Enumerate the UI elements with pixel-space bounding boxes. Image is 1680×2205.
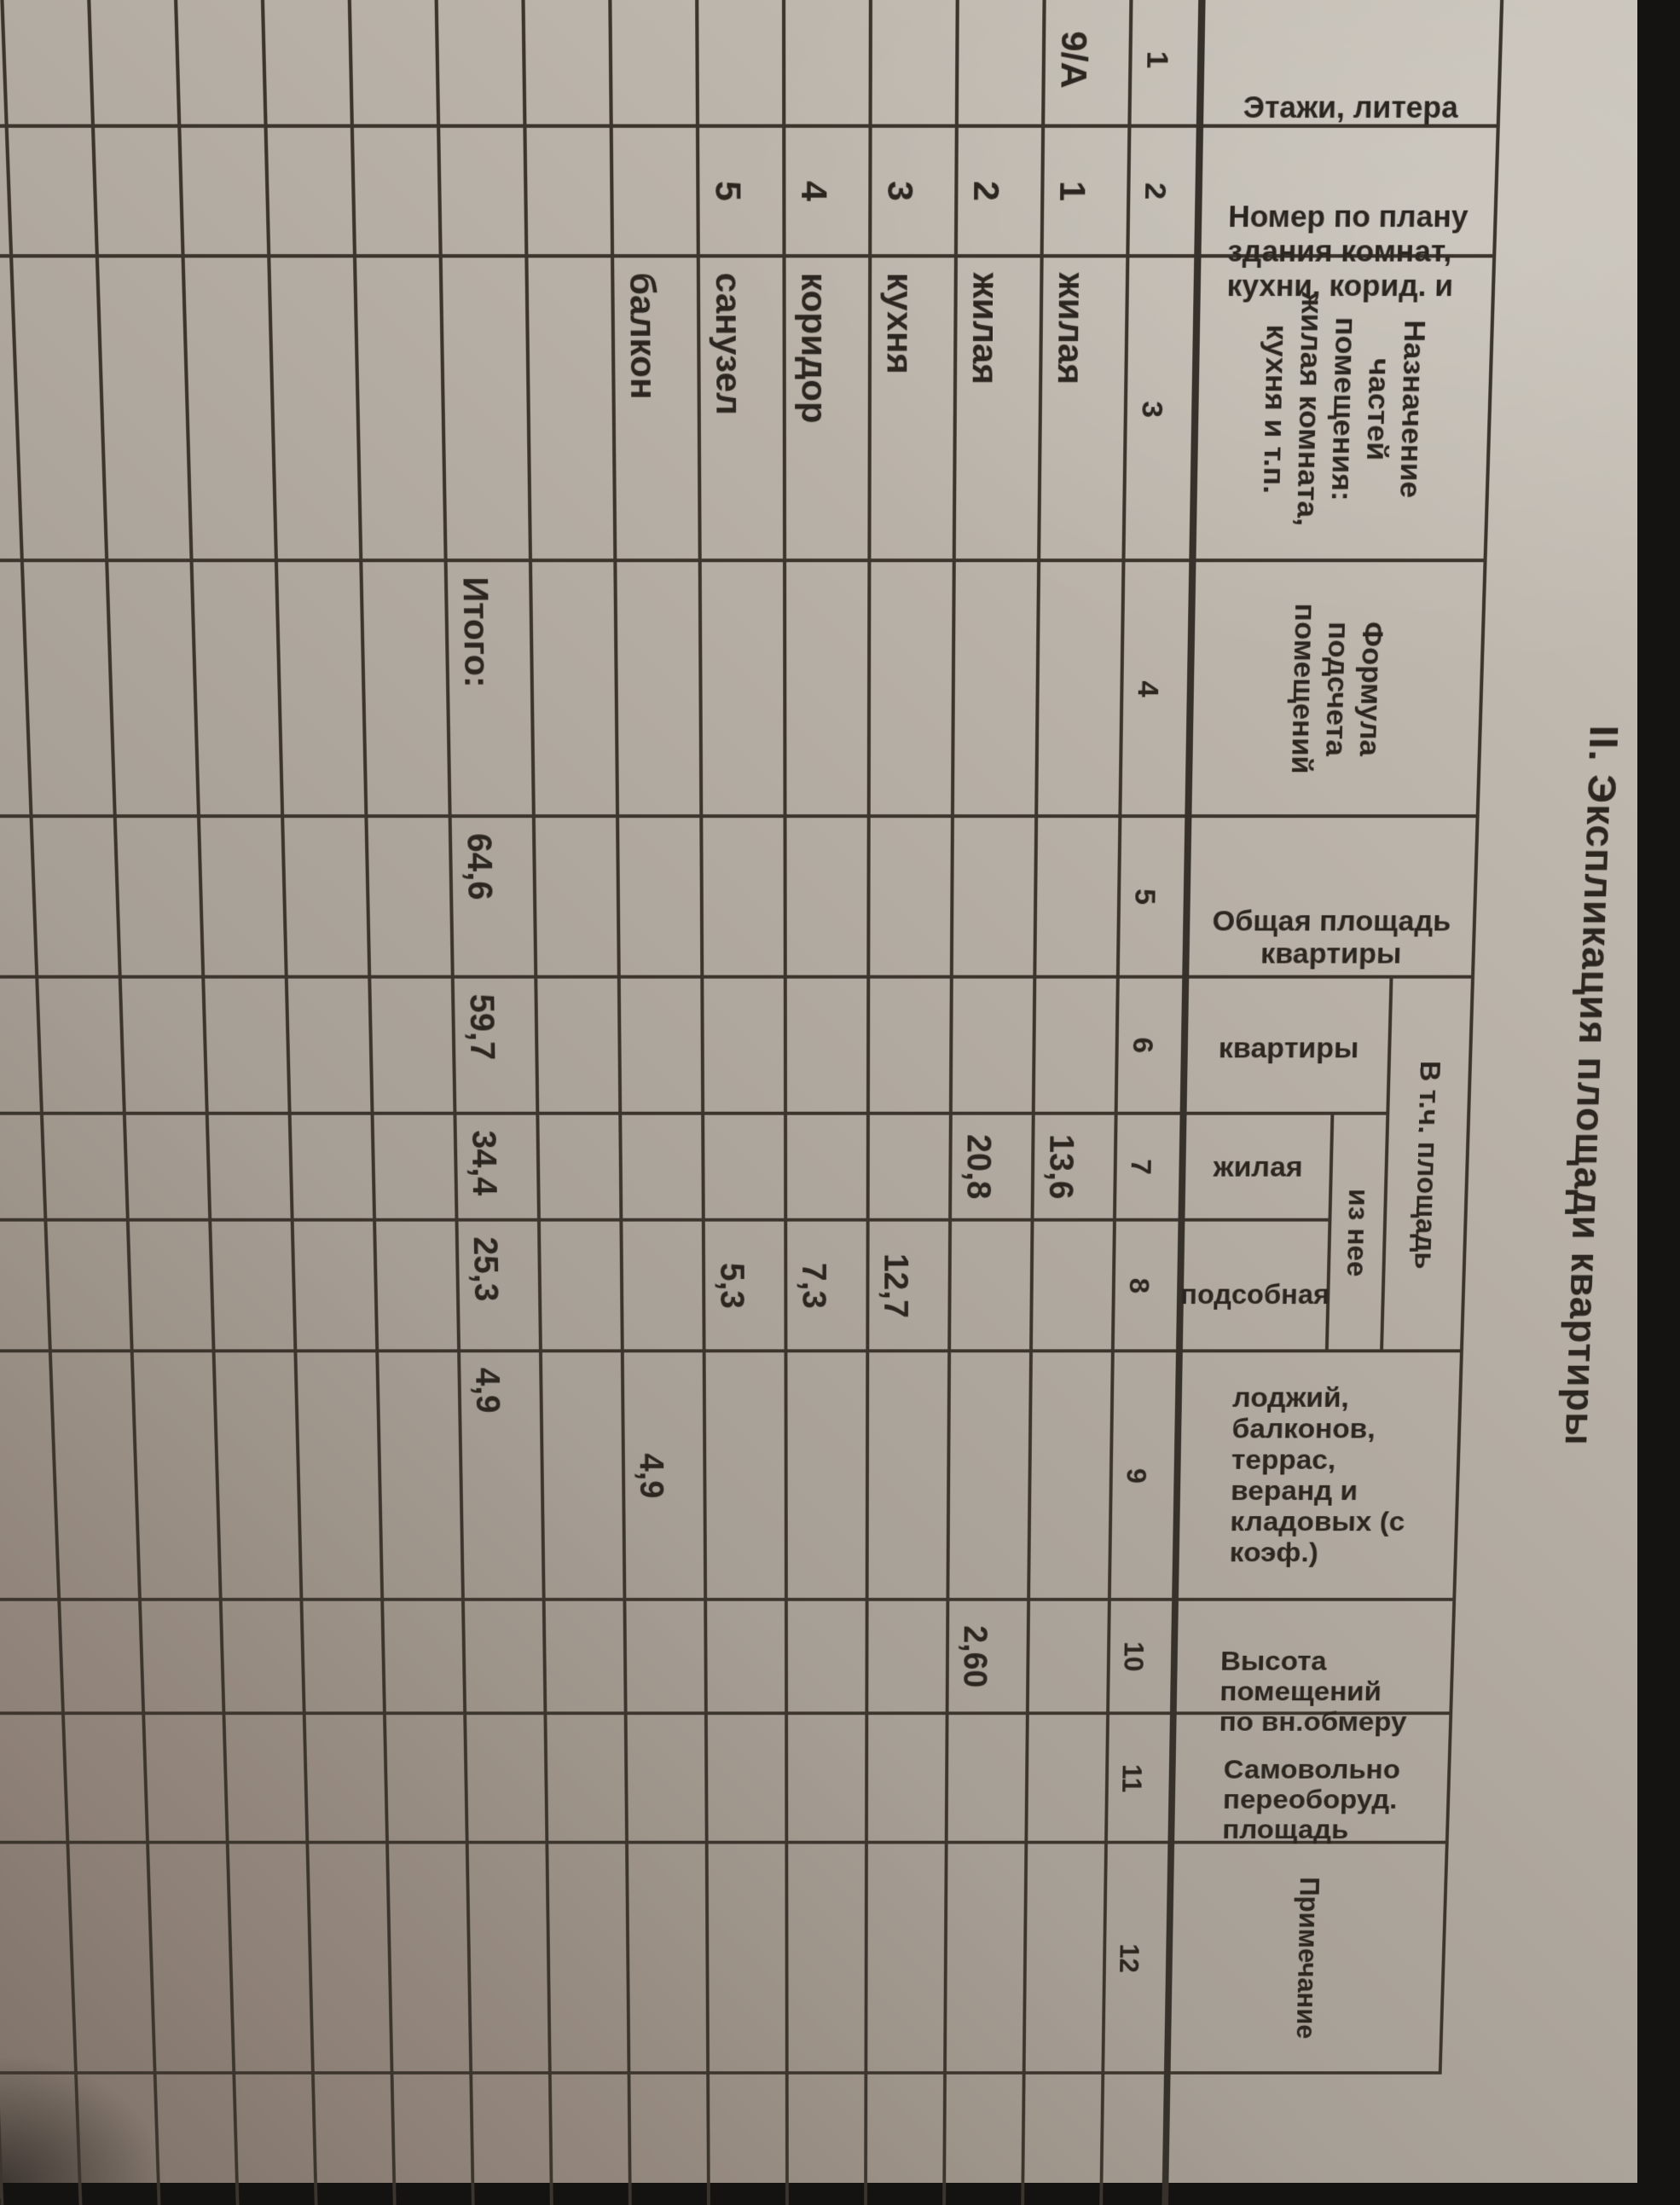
table-cell: [59, 1600, 143, 1714]
table-cell: [1026, 1714, 1108, 1843]
cell-living-area: 13,6: [1033, 1114, 1116, 1220]
table-cell: [784, 0, 871, 125]
table-cell: [93, 125, 183, 256]
table-cell: [1028, 1600, 1109, 1714]
table-cell: [866, 1600, 947, 1714]
cell-height: 2,60: [947, 1600, 1029, 1714]
table-cell: [866, 1714, 947, 1843]
table-cell: [63, 1714, 148, 1843]
table-cell-cut: [392, 2073, 473, 2205]
table-cell: [120, 977, 207, 1114]
table-cell: [355, 256, 446, 560]
table-cell: [624, 1600, 705, 1714]
table-cell: [704, 1351, 786, 1600]
table-cell: [223, 1714, 307, 1843]
table-cell: [467, 1843, 550, 2073]
cell-living-area: 20,8: [950, 1114, 1034, 1220]
table-cell: [22, 561, 115, 816]
table-cell: [1036, 561, 1123, 816]
table-row-5: [697, 0, 787, 2205]
table-cell-cut: [944, 2073, 1024, 2205]
table-cell: [866, 1843, 946, 2073]
table-cell: [179, 125, 269, 256]
table-cell: [269, 256, 361, 560]
table-cell-cut: [550, 2073, 630, 2205]
table-cell: [0, 1220, 50, 1351]
table-cell: [463, 1600, 545, 1714]
table-cell: [437, 0, 525, 125]
table-cell: [140, 1600, 224, 1714]
table-cell: [1024, 1843, 1106, 2073]
table-cell: [868, 816, 953, 977]
table-cell: [7, 125, 97, 256]
table-cell: [707, 1843, 787, 2073]
table-cell: [701, 816, 785, 977]
header-cut-blank: [1165, 2073, 1440, 2205]
table-cell: [947, 1714, 1028, 1843]
header-loggias: лоджий, балконов, террас, веранд и кладовых (с коэф.): [1175, 1351, 1462, 1600]
table-cell: [530, 561, 617, 816]
table-cell: [869, 561, 954, 816]
document-title: II. Экспликация площади квартиры: [1556, 725, 1628, 1446]
header-note: Примечание: [1167, 1843, 1447, 2073]
table-cell: [867, 1351, 950, 1600]
table-cell-cut: [866, 2073, 945, 2205]
table-cell-cut: [155, 2073, 238, 2205]
cell-room-number: 4: [784, 125, 870, 256]
header-total-area: Общая площадь квартиры: [1185, 816, 1477, 977]
table-cell: [2, 0, 93, 125]
table-cell: [785, 1351, 867, 1600]
table-cell: [207, 1114, 293, 1220]
column-number: 9: [1109, 1351, 1179, 1600]
cell-room-number: 3: [870, 125, 957, 256]
total-auxiliary-value: 25,3: [457, 1220, 541, 1351]
table-cell: [705, 1600, 786, 1714]
table-cell: [0, 977, 42, 1114]
table-cell: [949, 1220, 1032, 1351]
column-number: 6: [1116, 977, 1186, 1114]
cell-room-number: 1: [1042, 125, 1130, 256]
table-cell: [536, 977, 620, 1114]
table-cell: [786, 1714, 866, 1843]
table-cell: [1028, 1351, 1113, 1600]
table-cell-cut: [629, 2073, 708, 2205]
table-cell: [31, 816, 119, 977]
table-cell: [627, 1843, 708, 2073]
table-cell: [610, 0, 698, 125]
table-cell: [107, 561, 199, 816]
table-cell: [706, 1714, 786, 1843]
table-cell-cut: [313, 2073, 395, 2205]
table-cell: [438, 125, 526, 256]
table-cell: [369, 977, 455, 1114]
header-incl-area-group: В т.ч. площадь: [1382, 977, 1473, 1351]
table-cell: [0, 1351, 59, 1600]
table-cell: [0, 1600, 63, 1714]
column-number: 2: [1127, 125, 1200, 256]
table-cell: [700, 561, 785, 816]
table-cell: [868, 1114, 951, 1220]
cell-auxiliary-area: 7,3: [785, 1220, 867, 1351]
table-cell: [45, 1220, 131, 1351]
header-purpose: Назначение частей помещения: жилая комната, кухня и т.п.: [1192, 256, 1494, 560]
table-cell: [0, 1114, 45, 1220]
table-cell-cut: [76, 2073, 159, 2205]
header-unauthorized: Самовольно переоборуд. площадь: [1171, 1714, 1451, 1843]
table-cell: [785, 1114, 868, 1220]
numbering-cut-blank: [1101, 2073, 1167, 2205]
table-cell: [304, 1714, 387, 1843]
cell-room-number: 5: [698, 125, 785, 256]
header-formula: Формула подсчета помещений: [1188, 561, 1485, 816]
total-loggias-value: 4,9: [459, 1351, 544, 1600]
table-cell: [210, 1220, 295, 1351]
header-floors-litera: Этажи, литера: [1200, 0, 1502, 125]
table-cell: [523, 0, 611, 125]
table-cell: [544, 1600, 626, 1714]
table-cell: [1034, 816, 1120, 977]
table-cell: [366, 816, 452, 977]
table-cell: [132, 1351, 221, 1600]
table-cell-cut: [708, 2073, 787, 2205]
table-cell: [1034, 977, 1118, 1114]
column-number: 4: [1120, 561, 1192, 816]
table-cell: [293, 1220, 378, 1351]
cell-auxiliary-area: 12,7: [867, 1220, 950, 1351]
header-living: жилая: [1181, 1114, 1332, 1220]
table-cell: [199, 816, 287, 977]
table-cell: [621, 1220, 704, 1351]
column-number: 8: [1113, 1220, 1182, 1351]
cell-room-name: жилая: [1039, 256, 1127, 560]
table-cell: [697, 0, 784, 125]
table-cell: [785, 977, 869, 1114]
table-cell: [537, 1114, 621, 1220]
table-cell: [945, 1843, 1026, 2073]
table-cell: [263, 0, 352, 125]
header-auxiliary: подсобная: [1179, 1220, 1330, 1351]
table-cell: [361, 561, 449, 816]
table-cell: [50, 1351, 140, 1600]
table-cell: [143, 1714, 227, 1843]
table-cell: [287, 977, 373, 1114]
table-row-4: [784, 0, 871, 2205]
cell-balcony-area: 4,9: [623, 1351, 705, 1600]
table-row-3: [866, 0, 958, 2205]
table-cell: [192, 561, 283, 816]
header-of-it-group: из нее: [1327, 1114, 1387, 1351]
table-cell-cut: [1022, 2073, 1103, 2205]
table-cell: [89, 0, 179, 125]
cell-room-name: балкон: [612, 256, 700, 560]
table-cell: [282, 816, 369, 977]
table-cell: [539, 1220, 623, 1351]
table-cell: [786, 1600, 867, 1714]
column-number: 7: [1115, 1114, 1184, 1220]
table-cell: [183, 256, 276, 560]
cell-auxiliary-area: 5,3: [704, 1220, 786, 1351]
table-cell: [615, 561, 701, 816]
table-cell: [373, 1114, 457, 1220]
table-cell: [266, 125, 355, 256]
table-cell: [377, 1351, 463, 1600]
table-cell: [957, 0, 1045, 125]
total-living-value: 34,4: [455, 1114, 539, 1220]
table-cell: [952, 816, 1036, 977]
column-number: 1: [1129, 0, 1202, 125]
table-cell: [350, 0, 438, 125]
totals-label: Итого:: [446, 561, 534, 816]
cell-room-name: кухня: [869, 256, 956, 560]
table-cell: [214, 1351, 302, 1600]
table-cell: [953, 561, 1039, 816]
table-cell: [228, 1843, 313, 2073]
table-cell: [42, 1114, 128, 1220]
column-number: 5: [1118, 816, 1189, 977]
table-cell: [465, 1714, 547, 1843]
table-cell: [785, 561, 869, 816]
table-cell: [441, 256, 530, 560]
table-cell: [382, 1600, 465, 1714]
table-cell: [541, 1351, 624, 1600]
table-cell: [785, 816, 869, 977]
table-cell: [67, 1843, 154, 2073]
table-cell: [125, 1114, 210, 1220]
table-cell: [301, 1600, 384, 1714]
table-cell-cut: [787, 2073, 866, 2205]
table-cell: [385, 1714, 467, 1843]
table-cell: [524, 125, 612, 256]
table-cell: [547, 1843, 629, 2073]
table-cell: [115, 816, 204, 977]
table-cell: [387, 1843, 471, 2073]
table-cell: [1031, 1220, 1115, 1351]
table-cell: [0, 816, 37, 977]
table-cell: [868, 977, 952, 1114]
table-cell: [290, 1114, 374, 1220]
table-cell: [176, 0, 266, 125]
total-area-value: 64,6: [450, 816, 536, 977]
table-cell: [703, 1114, 785, 1220]
table-cell: [148, 1843, 234, 2073]
table-cell: [128, 1220, 214, 1351]
table-cell: [37, 977, 125, 1114]
table-cell: [0, 1843, 76, 2073]
table-cell: [619, 977, 703, 1114]
table-cell: [307, 1843, 391, 2073]
table-cell: [786, 1843, 866, 2073]
table-cell: [951, 977, 1034, 1114]
total-apartment-value: 59,7: [453, 977, 538, 1114]
table-cell: [617, 816, 702, 977]
header-height: Высота помещений по вн.обмеру: [1173, 1600, 1454, 1714]
table-cell: [534, 816, 619, 977]
table-cell: [611, 125, 698, 256]
cell-floor-litera: 9/А: [1043, 0, 1131, 125]
table-cell: [545, 1714, 627, 1843]
table-cell: [871, 0, 958, 125]
table-cell: [0, 1714, 67, 1843]
table-cell-cut: [234, 2073, 316, 2205]
header-plan-number: Номер по плану здания комнат, кухни, корид. и: [1197, 125, 1498, 256]
cell-room-name: коридор: [785, 256, 871, 560]
table-cell: [620, 1114, 704, 1220]
table-cell: [295, 1351, 382, 1600]
cell-room-number: 2: [956, 125, 1043, 256]
cell-room-name: жилая: [954, 256, 1042, 560]
table-cell: [221, 1600, 304, 1714]
column-number: 10: [1108, 1600, 1175, 1714]
header-apartment: квартиры: [1184, 977, 1392, 1114]
table-cell: [374, 1220, 459, 1351]
table-cell: [526, 256, 615, 560]
cell-room-name: санузел: [698, 256, 785, 560]
table-cell: [276, 561, 366, 816]
column-number: 3: [1123, 256, 1197, 560]
table-cell-cut: [0, 2073, 81, 2205]
table-cell: [11, 256, 107, 560]
table-cell: [702, 977, 785, 1114]
column-number: 11: [1106, 1714, 1173, 1843]
table-cell: [352, 125, 441, 256]
table-cell-cut: [471, 2073, 552, 2205]
table-cell: [947, 1351, 1031, 1600]
table-cell: [626, 1714, 707, 1843]
table-cell: [97, 256, 192, 560]
column-number: 12: [1103, 1843, 1171, 2073]
table-cell: [203, 977, 289, 1114]
